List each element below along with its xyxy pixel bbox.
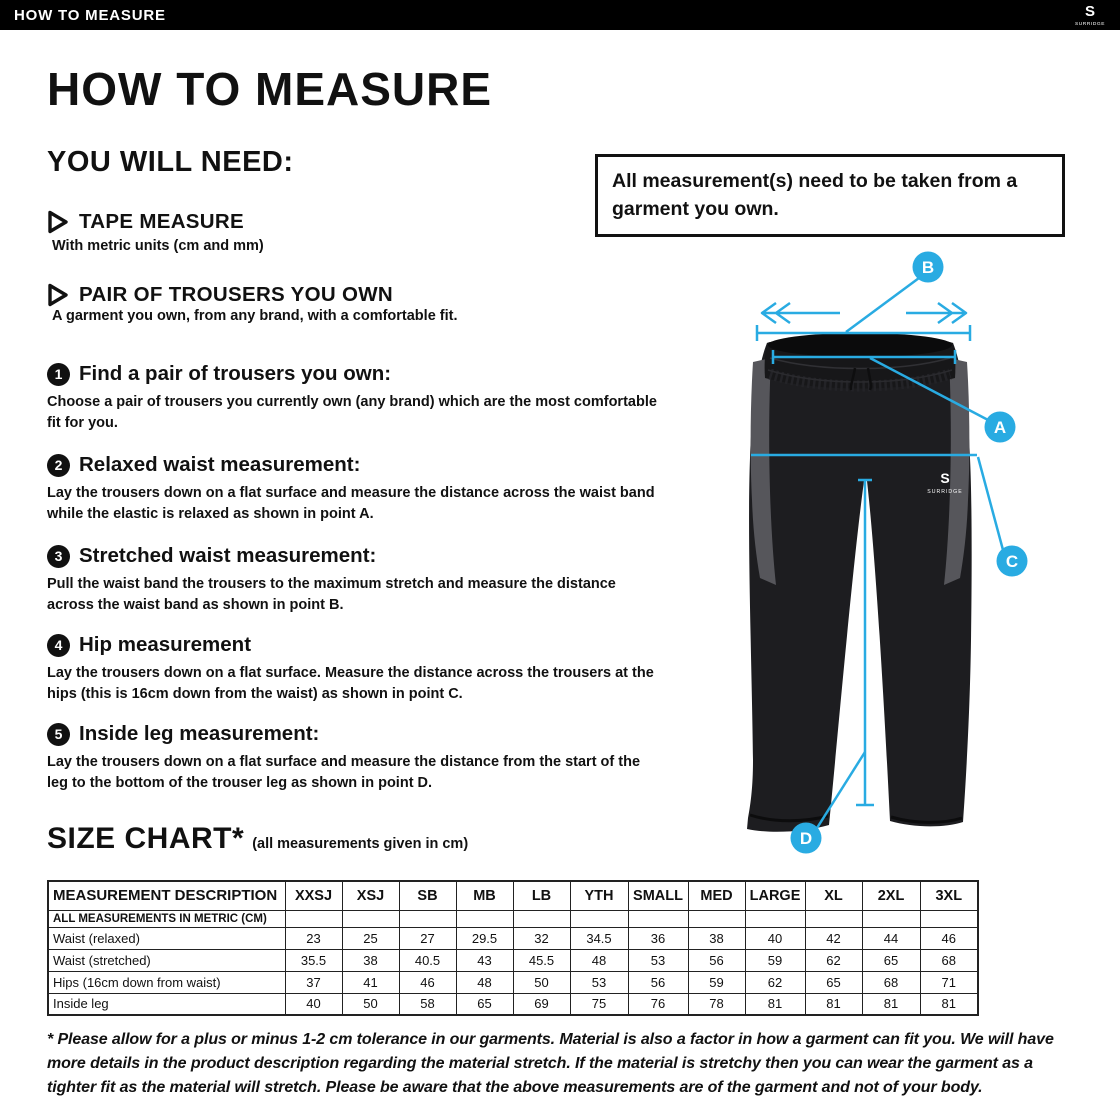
size-value-cell: 40.5	[399, 949, 456, 971]
table-row	[48, 949, 978, 971]
top-bar-title: HOW TO MEASURE	[14, 6, 166, 24]
size-value-cell: 29.5	[456, 927, 513, 949]
size-value-cell: 38	[342, 949, 399, 971]
table-cell-empty	[688, 910, 745, 927]
need-item-trousers	[47, 283, 393, 307]
column-header: XL	[805, 881, 862, 910]
size-value-cell: 46	[920, 927, 978, 949]
column-header: XSJ	[342, 881, 399, 910]
table-row	[48, 927, 978, 949]
size-value-cell: 56	[628, 971, 688, 993]
table-cell-empty	[342, 910, 399, 927]
column-header: LARGE	[745, 881, 805, 910]
column-header: LB	[513, 881, 570, 910]
point-c-marker	[997, 546, 1028, 577]
column-header: MEASUREMENT DESCRIPTION	[48, 881, 285, 910]
step-number-badge: 1	[47, 363, 70, 386]
column-header: XXSJ	[285, 881, 342, 910]
step-title: Find a pair of trousers you own:	[79, 362, 392, 385]
svg-text:SURRIDGE: SURRIDGE	[927, 489, 963, 495]
size-value-cell: 42	[805, 927, 862, 949]
column-header: YTH	[570, 881, 628, 910]
step-5	[47, 722, 672, 794]
size-value-cell: 34.5	[570, 927, 628, 949]
brand-letter: S	[1084, 3, 1096, 20]
play-triangle-icon	[47, 210, 69, 234]
step-2	[47, 453, 672, 525]
need-item-tape-measure	[47, 210, 244, 234]
step-title: Stretched waist measurement:	[79, 544, 377, 567]
size-value-cell: 62	[805, 949, 862, 971]
size-value-cell: 81	[745, 993, 805, 1015]
column-header: 3XL	[920, 881, 978, 910]
leader-line-b	[846, 278, 919, 332]
note-box	[595, 154, 1065, 237]
column-header: 2XL	[862, 881, 920, 910]
size-chart-heading: SIZE CHART*	[47, 822, 245, 855]
size-value-cell: 35.5	[285, 949, 342, 971]
step-title: Inside leg measurement:	[79, 722, 320, 745]
size-value-cell: 62	[745, 971, 805, 993]
you-will-need-heading: YOU WILL NEED:	[47, 146, 294, 178]
size-value-cell: 45.5	[513, 949, 570, 971]
column-header: SMALL	[628, 881, 688, 910]
size-value-cell: 65	[805, 971, 862, 993]
size-value-cell: 40	[285, 993, 342, 1015]
size-value-cell: 71	[920, 971, 978, 993]
step-4	[47, 633, 672, 705]
step-number-badge: 3	[47, 545, 70, 568]
size-value-cell: 50	[342, 993, 399, 1015]
row-label: Waist (stretched)	[48, 949, 285, 971]
svg-text:C: C	[1005, 552, 1019, 572]
play-triangle-icon	[47, 283, 69, 307]
size-value-cell: 65	[862, 949, 920, 971]
table-cell-empty	[399, 910, 456, 927]
size-value-cell: 46	[399, 971, 456, 993]
table-cell-empty	[628, 910, 688, 927]
trousers-garment	[747, 333, 972, 832]
table-row	[48, 993, 978, 1015]
step-1	[47, 362, 672, 434]
table-cell-empty	[570, 910, 628, 927]
note-box-text: All measurement(s) need to be taken from a garment you own.	[612, 170, 1018, 220]
size-value-cell: 38	[688, 927, 745, 949]
size-value-cell: 40	[745, 927, 805, 949]
size-value-cell: 36	[628, 927, 688, 949]
inside-leg-line	[856, 480, 874, 805]
header-row	[48, 881, 978, 910]
size-value-cell: 56	[688, 949, 745, 971]
surridge-logo-icon	[1068, 1, 1112, 29]
table-cell-empty	[862, 910, 920, 927]
step-title: Relaxed waist measurement:	[79, 453, 361, 476]
column-header: MED	[688, 881, 745, 910]
brand-name: SURRIDGE	[1074, 22, 1106, 27]
need-item-label: TAPE MEASURE	[79, 210, 244, 233]
size-value-cell: 41	[342, 971, 399, 993]
svg-text:A: A	[993, 418, 1007, 438]
size-value-cell: 32	[513, 927, 570, 949]
need-item-description: With metric units (cm and mm)	[52, 238, 264, 254]
table-row	[48, 971, 978, 993]
size-chart-table	[47, 880, 979, 1016]
size-value-cell: 25	[342, 927, 399, 949]
size-value-cell: 78	[688, 993, 745, 1015]
step-number-badge: 4	[47, 634, 70, 657]
size-value-cell: 75	[570, 993, 628, 1015]
point-a-marker	[985, 412, 1016, 443]
size-value-cell: 44	[862, 927, 920, 949]
step-number-badge: 5	[47, 723, 70, 746]
step-number-badge: 2	[47, 454, 70, 477]
size-value-cell: 59	[745, 949, 805, 971]
size-value-cell: 59	[688, 971, 745, 993]
size-value-cell: 37	[285, 971, 342, 993]
page-title: HOW TO MEASURE	[47, 63, 493, 115]
size-value-cell: 43	[456, 949, 513, 971]
point-b-marker	[913, 252, 944, 283]
step-body: Lay the trousers down on a flat surface and measure the distance from the start of the leg to the bottom of the trouser leg as shown in point D.	[47, 754, 641, 792]
svg-text:D: D	[799, 829, 813, 849]
need-item-description: A garment you own, from any brand, with a comfortable fit.	[52, 308, 458, 324]
size-value-cell: 76	[628, 993, 688, 1015]
step-body: Pull the waist band the trousers to the maximum stretch and measure the distance across the waist band as shown in point B.	[47, 576, 616, 614]
need-item-label: PAIR OF TROUSERS YOU OWN	[79, 283, 393, 306]
size-value-cell: 48	[456, 971, 513, 993]
metric-note-cell: ALL MEASUREMENTS IN METRIC (CM)	[48, 910, 285, 927]
row-label: Inside leg	[48, 993, 285, 1015]
size-chart-subheading: (all measurements given in cm)	[252, 836, 469, 852]
footnote: * Please allow for a plus or minus 1-2 cm tolerance in our garments. Material is also a factor in how a garment can fit you. We will have more details in the product description regarding the material stretch. If the material is stretchy then you can wear the garment as a tighter fit as the material will stretch. Please be aware that the above measurements are of the garment and not of your body.	[47, 1031, 1054, 1096]
column-header: SB	[399, 881, 456, 910]
size-value-cell: 81	[920, 993, 978, 1015]
size-value-cell: 81	[862, 993, 920, 1015]
size-value-cell: 48	[570, 949, 628, 971]
table-cell-empty	[513, 910, 570, 927]
size-value-cell: 69	[513, 993, 570, 1015]
leader-line-c	[978, 457, 1003, 550]
size-value-cell: 81	[805, 993, 862, 1015]
step-body: Lay the trousers down on a flat surface and measure the distance across the waist band while the elastic is relaxed as shown in point A.	[47, 485, 655, 523]
row-label: Hips (16cm down from waist)	[48, 971, 285, 993]
svg-text:S: S	[940, 470, 950, 486]
table-cell-empty	[920, 910, 978, 927]
size-value-cell: 27	[399, 927, 456, 949]
size-value-cell: 50	[513, 971, 570, 993]
size-value-cell: 68	[862, 971, 920, 993]
trousers-illustration	[700, 240, 1120, 900]
metric-note-row	[48, 910, 978, 927]
column-header: MB	[456, 881, 513, 910]
size-value-cell: 23	[285, 927, 342, 949]
size-value-cell: 65	[456, 993, 513, 1015]
svg-text:B: B	[921, 258, 935, 278]
point-d-marker	[791, 823, 822, 854]
surridge-logo	[1068, 1, 1112, 29]
row-label: Waist (relaxed)	[48, 927, 285, 949]
step-3	[47, 544, 672, 616]
table-cell-empty	[805, 910, 862, 927]
step-title: Hip measurement	[79, 633, 252, 656]
table-cell-empty	[456, 910, 513, 927]
step-body: Lay the trousers down on a flat surface. Measure the distance across the trousers at the hips (this is 16cm down from the waist) as shown in point C.	[47, 665, 654, 703]
size-value-cell: 68	[920, 949, 978, 971]
size-value-cell: 58	[399, 993, 456, 1015]
trousers-diagram	[700, 240, 1120, 900]
table-cell-empty	[745, 910, 805, 927]
size-chart-heading-row	[47, 822, 468, 856]
size-value-cell: 53	[570, 971, 628, 993]
step-body: Choose a pair of trousers you currently own (any brand) which are the most comfortable fit for you.	[47, 394, 657, 432]
table-cell-empty	[285, 910, 342, 927]
size-value-cell: 53	[628, 949, 688, 971]
top-bar	[0, 0, 1120, 30]
